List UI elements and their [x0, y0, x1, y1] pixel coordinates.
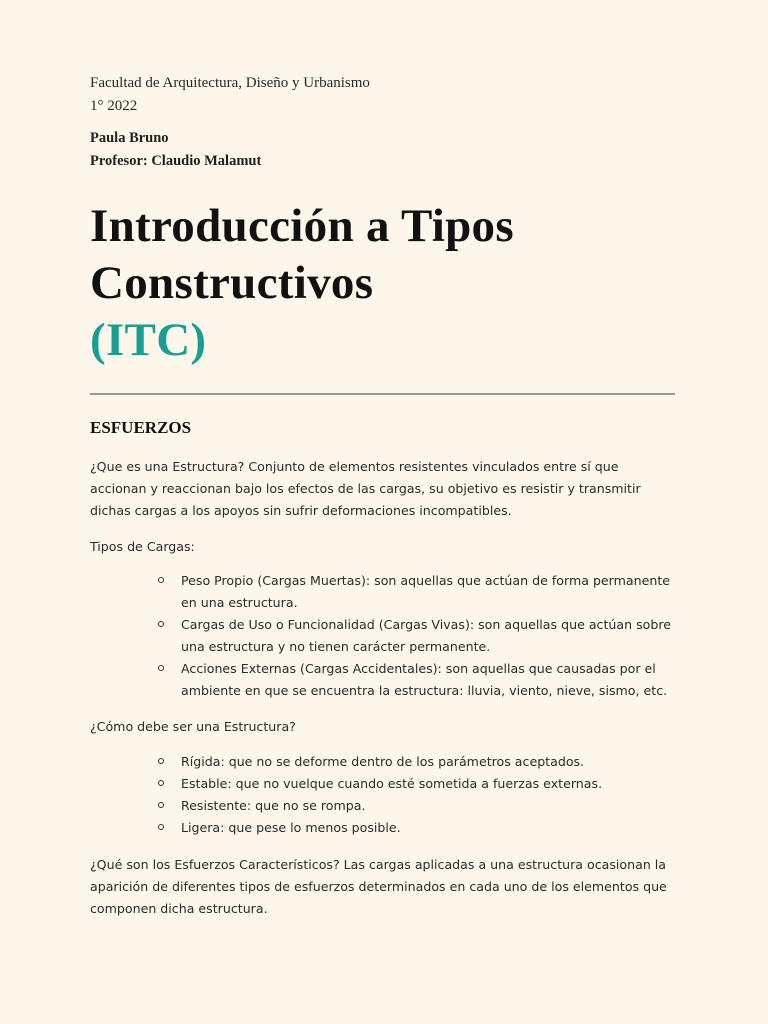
list-item-text: Rígida: que no se deforme dentro de los parámetros aceptados. — [181, 754, 585, 769]
bullet-icon — [158, 758, 164, 764]
list-item — [158, 658, 676, 702]
bullet-icon — [158, 780, 164, 786]
list-item — [158, 751, 676, 773]
bullet-icon — [158, 665, 164, 671]
bullet-icon — [158, 577, 164, 583]
closing-paragraph: ¿Qué son los Esfuerzos Característicos? Las cargas aplicadas a una estructura ocasionan la aparición de diferentes tipos de esfuerzos determinados en cada uno de los elementos que componen dicha estructura. — [90, 857, 667, 916]
bullet-icon — [158, 621, 164, 627]
list-item — [158, 614, 676, 658]
list-item-text: Cargas de Uso o Funcionalidad (Cargas Vivas): son aquellas que actúan sobre una estructura y no tienen carácter permanente. — [181, 617, 671, 654]
bullet-icon — [158, 824, 164, 830]
list-item — [158, 817, 676, 839]
structure-traits-list — [158, 751, 676, 839]
title-acronym: (ITC) — [90, 314, 207, 366]
list-item-text: Ligera: que pese lo menos posible. — [181, 820, 401, 835]
list-item — [158, 773, 676, 795]
page-title — [90, 198, 676, 369]
list-item — [158, 795, 676, 817]
loads-list — [158, 570, 676, 702]
course-year: 1° 2022 — [90, 98, 138, 114]
bullet-icon — [158, 802, 164, 808]
list-item-text: Acciones Externas (Cargas Accidentales): son aquellas que causadas por el ambiente en que se encuentra la estructura: lluvia, viento, nieve, sismo, etc. — [181, 661, 668, 698]
title-divider — [90, 393, 675, 395]
list-item-text: Peso Propio (Cargas Muertas): son aquellas que actúan de forma permanente en una estructura. — [181, 573, 671, 610]
section-heading: ESFUERZOS — [90, 418, 192, 437]
author-name: Paula Bruno — [90, 130, 169, 146]
professor-name: Profesor: Claudio Malamut — [90, 153, 262, 169]
list-item-text: Resistente: que no se rompa. — [181, 798, 366, 813]
title-line-1: Introducción a Tipos — [90, 200, 514, 252]
intro-paragraph: ¿Que es una Estructura? Conjunto de elementos resistentes vinculados entre sí que accionan y reaccionan bajo los efectos de las cargas, su objetivo es resistir y transmitir dichas cargas a los apoyos sin sufrir deformaciones incompatibles. — [90, 459, 641, 518]
structure-question: ¿Cómo debe ser una Estructura? — [90, 719, 296, 734]
list-item-text: Estable: que no vuelque cuando esté sometida a fuerzas externas. — [181, 776, 603, 791]
list-item — [158, 570, 676, 614]
loads-label: Tipos de Cargas: — [90, 539, 195, 554]
faculty-name: Facultad de Arquitectura, Diseño y Urbanismo — [90, 75, 370, 91]
title-line-2: Constructivos — [90, 257, 374, 309]
